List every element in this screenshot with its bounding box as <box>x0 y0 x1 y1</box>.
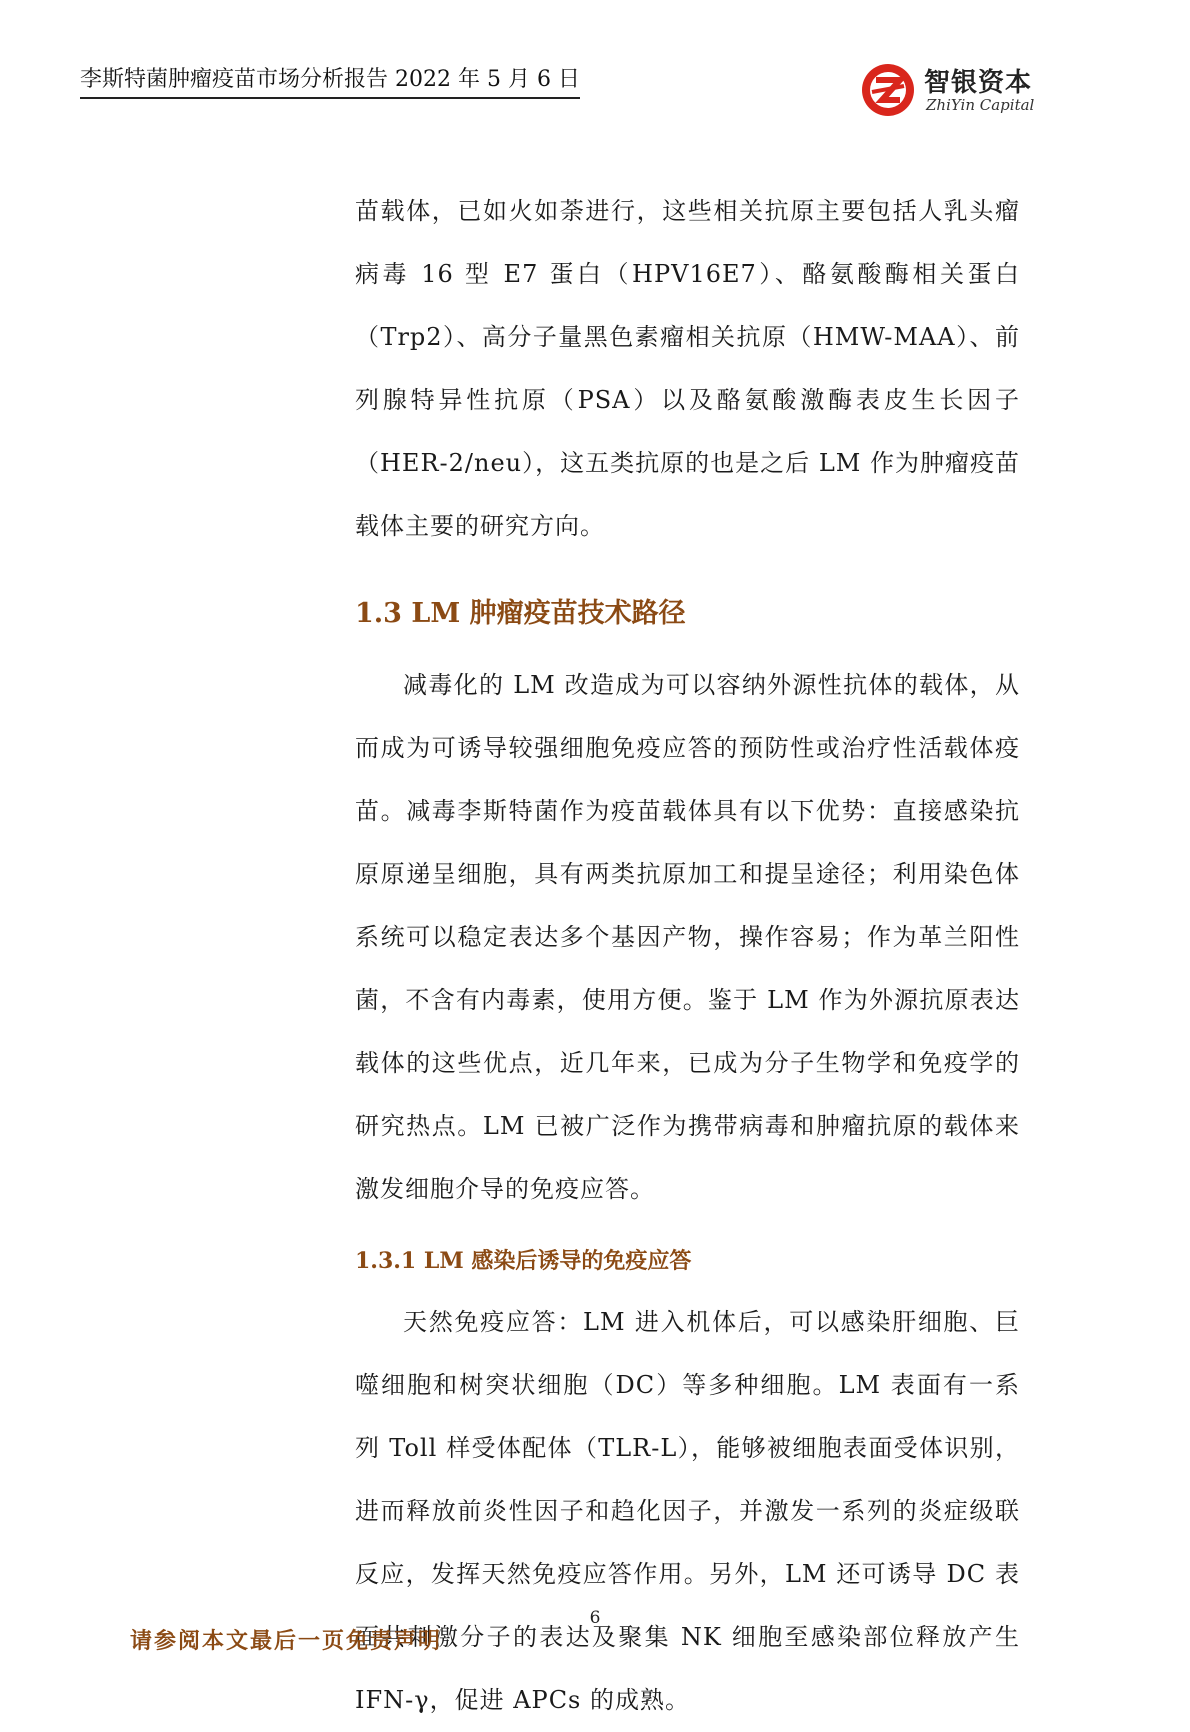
section-heading-1-3-1: 1.3.1 LM 感染后诱导的免疫应答 <box>355 1248 692 1274</box>
main-content <box>355 180 1020 1732</box>
report-header-title: 李斯特菌肿瘤疫苗市场分析报告 2022 年 5 月 6 日 <box>80 62 580 99</box>
intro-paragraph: 苗载体，已如火如荼进行，这些相关抗原主要包括人乳头瘤病毒 16 型 E7 蛋白（HPV16E7）、酪氨酸酶相关蛋白（Trp2）、高分子量黑色素瘤相关抗原（HMW-MAA）、前列腺特异性抗原（PSA）以及酪氨酸激酶表皮生长因子（HER-2/neu），这五类抗原的也是之后 LM 作为肿瘤疫苗载体主要的研究方向。 <box>355 197 1020 540</box>
logo-name-cn: 智银资本 <box>924 68 1033 98</box>
company-logo <box>860 58 1060 118</box>
zhiyin-logo-icon <box>860 62 916 118</box>
page-number: 6 <box>589 1608 601 1628</box>
section-1-3-1-paragraph: 天然免疫应答：LM 进入机体后，可以感染肝细胞、巨噬细胞和树突状细胞（DC）等多种细胞。LM 表面有一系列 Toll 样受体配体（TLR-L），能够被细胞表面受体识别，进而释放前炎性因子和趋化因子，并激发一系列的炎症级联反应，发挥天然免疫应答作用。另外，LM 还可诱导 DC 表面共刺激分子的表达及聚集 NK 细胞至感染部位释放产生 IFN-γ，促进 APCs 的成熟。 <box>355 1308 1020 1714</box>
logo-name-en: ZhiYin Capital <box>926 96 1035 114</box>
disclaimer-note: 请参阅本文最后一页免责声明 <box>130 1628 443 1654</box>
section-heading-1-3: 1.3 LM 肿瘤疫苗技术路径 <box>355 598 686 629</box>
section-1-3-paragraph: 减毒化的 LM 改造成为可以容纳外源性抗体的载体，从而成为可诱导较强细胞免疫应答的预防性或治疗性活载体疫苗。减毒李斯特菌作为疫苗载体具有以下优势：直接感染抗原原递呈细胞，具有两类抗原加工和提呈途径；利用染色体系统可以稳定表达多个基因产物，操作容易；作为革兰阳性菌，不含有内毒素，使用方便。鉴于 LM 作为外源抗原表达载体的这些优点，近几年来，已成为分子生物学和免疫学的研究热点。LM 已被广泛作为携带病毒和肿瘤抗原的载体来激发细胞介导的免疫应答。 <box>355 671 1020 1203</box>
